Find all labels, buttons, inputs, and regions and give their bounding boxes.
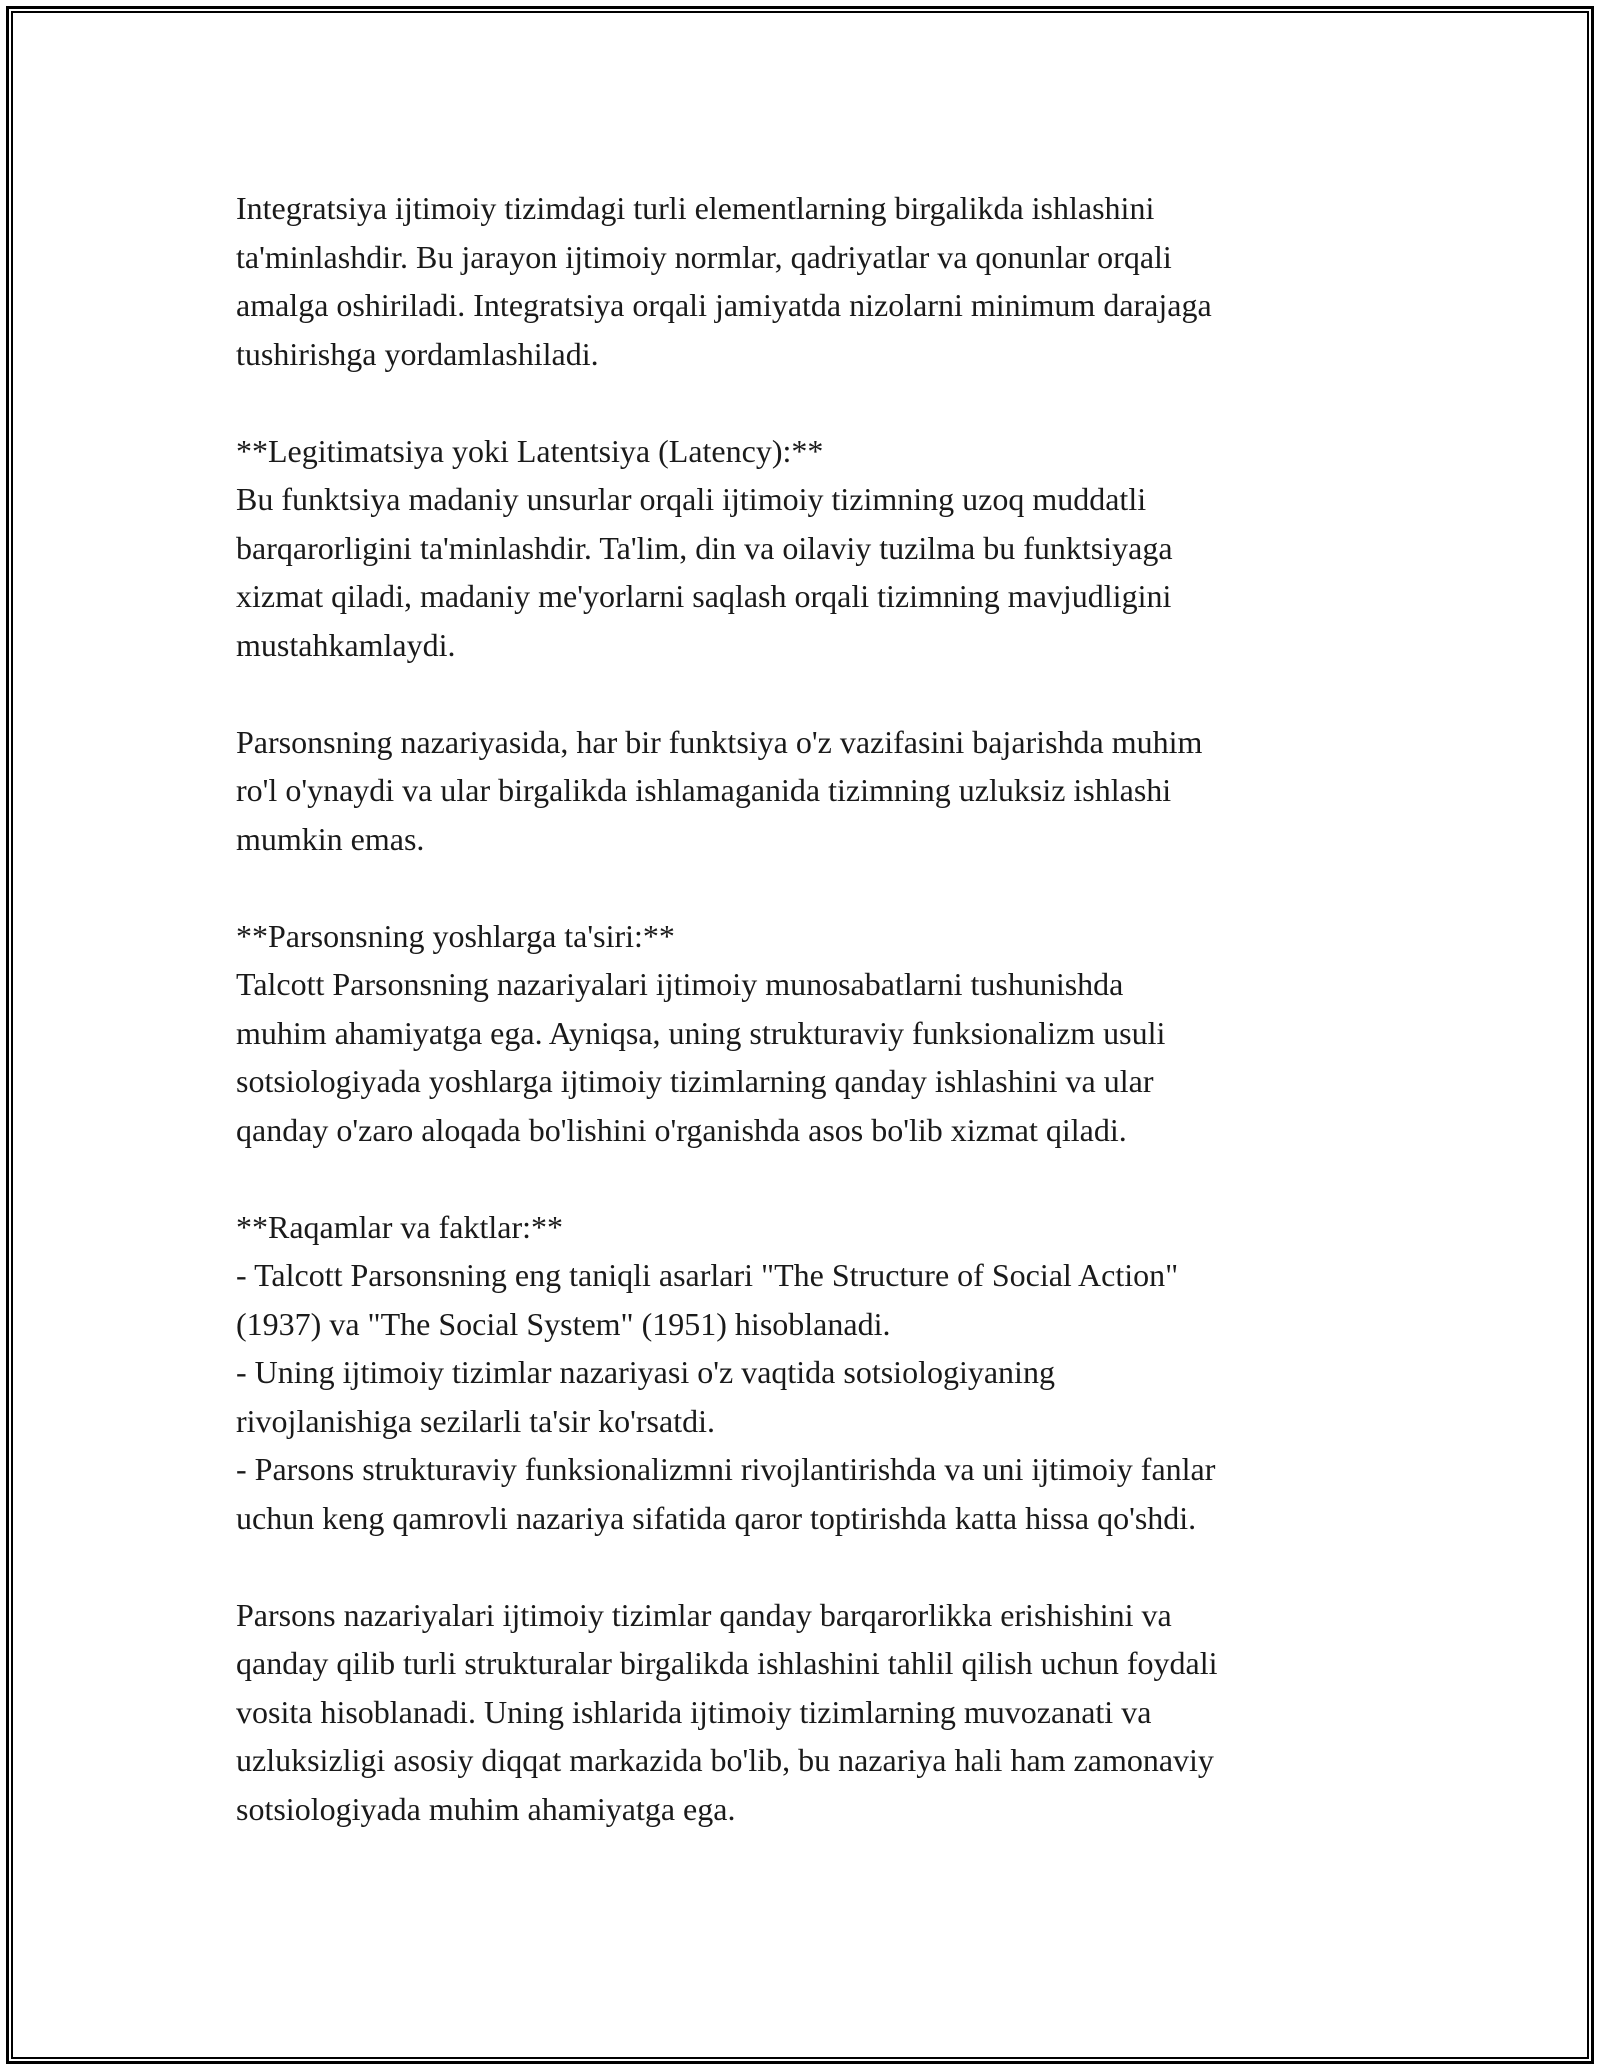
paragraph-spacer (236, 378, 1376, 427)
paragraph-spacer (236, 1154, 1376, 1203)
text-line: amalga oshiriladi. Integratsiya orqali jamiyatda nizolarni minimum darajaga (236, 287, 1212, 323)
text-line: Parsons nazariyalari ijtimoiy tizimlar qanday barqarorlikka erishishini va (236, 1596, 1172, 1633)
text-line: qanday qilib turli strukturalar birgalikda ishlashini tahlil qilish uchun foydali (236, 1645, 1218, 1681)
text-line: Integratsiya ijtimoiy tizimdagi turli elementlarning birgalikda ishlashini (236, 190, 1155, 226)
paragraph-conclusion (236, 1591, 1376, 1834)
paragraph-parsons-theory (236, 718, 1376, 864)
text-line: qanday o'zaro aloqada bo'lishini o'rganishda asos bo'lib xizmat qiladi. (236, 1111, 1127, 1148)
section-heading: **Raqamlar va faktlar:** (236, 1208, 563, 1245)
text-line: xizmat qiladi, madaniy me'yorlarni saqlash orqali tizimning mavjudligini (236, 578, 1172, 614)
paragraph-youth-influence (236, 912, 1376, 1155)
text-line: ta'minlashdir. Bu jarayon ijtimoiy normlar, qadriyatlar va qonunlar orqali (236, 238, 1172, 275)
text-line: tushirishga yordamlashiladi. (236, 335, 599, 372)
section-heading: **Parsonsning yoshlarga ta'siri:** (236, 917, 675, 954)
text-line: ro'l o'ynaydi va ular birgalikda ishlamaganida tizimning uzluksiz ishlashi (236, 772, 1172, 808)
list-item-line: - Talcott Parsonsning eng taniqli asarlari "The Structure of Social Action" (236, 1257, 1179, 1293)
text-line: muhim ahamiyatga ega. Ayniqsa, uning strukturaviy funksionalizm usuli (236, 1014, 1166, 1051)
list-item-line: - Parsons strukturaviy funksionalizmni rivojlantirishda va uni ijtimoiy fanlar (236, 1451, 1216, 1487)
list-item-line: (1937) va "The Social System" (1951) hisoblanadi. (236, 1305, 891, 1342)
text-line: Talcott Parsonsning nazariyalari ijtimoiy munosabatlarni tushunishda (236, 966, 1124, 1002)
text-line: sotsiologiyada yoshlarga ijtimoiy tizimlarning qanday ishlashini va ular (236, 1063, 1154, 1099)
text-line: uzluksizligi asosiy diqqat markazida bo'lib, bu nazariya hali ham zamonaviy (236, 1742, 1214, 1778)
text-line: barqarorligini ta'minlashdir. Ta'lim, din va oilaviy tuzilma bu funktsiyaga (236, 529, 1173, 566)
list-item-line: uchun keng qamrovli nazariya sifatida qaror toptirishda katta hissa qo'shdi. (236, 1499, 1197, 1536)
list-item-line: - Uning ijtimoiy tizimlar nazariyasi o'z vaqtida sotsiologiyaning (236, 1354, 1055, 1390)
text-line: Bu funktsiya madaniy unsurlar orqali ijtimoiy tizimning uzoq muddatli (236, 481, 1147, 517)
paragraph-latency (236, 427, 1376, 670)
list-item-line: rivojlanishiga sezilarli ta'sir ko'rsatdi. (236, 1402, 715, 1439)
paragraph-facts (236, 1203, 1376, 1543)
paragraph-spacer (236, 669, 1376, 718)
text-line: mustahkamlaydi. (236, 626, 456, 663)
text-line: sotsiologiyada muhim ahamiyatga ega. (236, 1790, 736, 1827)
paragraph-spacer (236, 1542, 1376, 1591)
paragraph-spacer (236, 863, 1376, 912)
text-line: vosita hisoblanadi. Uning ishlarida ijtimoiy tizimlarning muvozanati va (236, 1693, 1152, 1730)
document-body (236, 184, 1376, 1833)
text-line: Parsonsning nazariyasida, har bir funktsiya o'z vazifasini bajarishda muhim (236, 723, 1203, 760)
text-line: mumkin emas. (236, 820, 425, 857)
section-heading: **Legitimatsiya yoki Latentsiya (Latency):** (236, 432, 824, 469)
paragraph-integration (236, 184, 1376, 378)
